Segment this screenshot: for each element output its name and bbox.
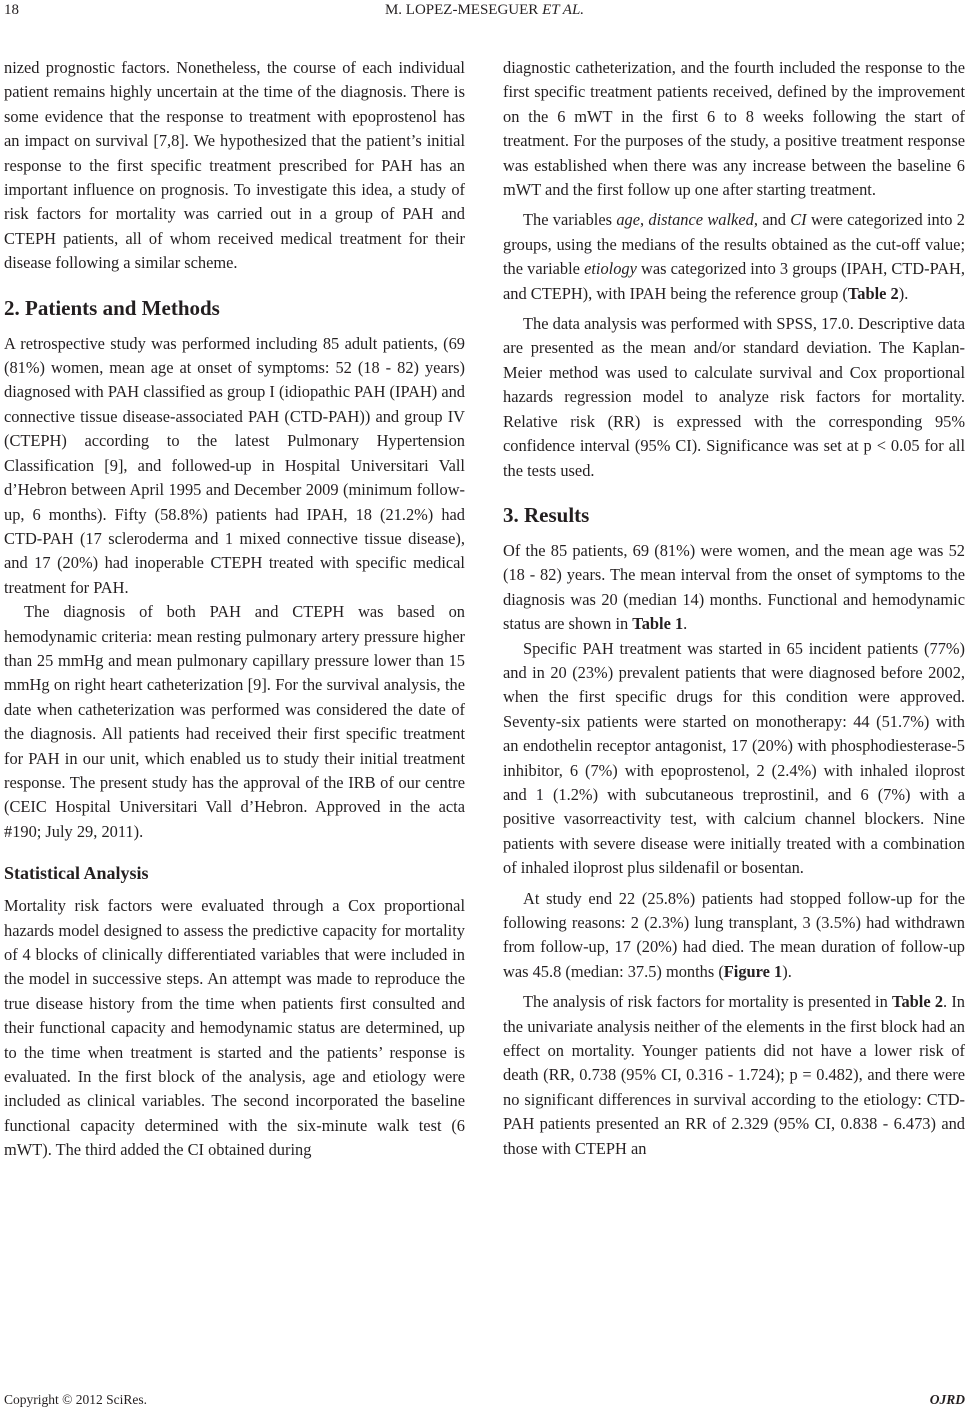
paragraph: diagnostic catheterization, and the fourth included the response to the first specific treatment patients received, defined by the improvement on the 6 mWT in the first 6 to 8 weeks following the start of treatment. For the purposes of the study, a positive treatment response was established when there was any increase between the baseline 6 mWT and the first follow up one after starting treatment. — [503, 58, 965, 200]
term-distance-walked: distance walked — [648, 210, 754, 230]
right-column — [503, 56, 965, 1161]
paragraph: The analysis of risk factors for mortality is presented in Table 2. In the univariate analysis neither of the elements in the first block had an effect on mortality. Younger patients did not have a lower risk of death (RR, 0.738 (95% CI, 0.316 - 1.724); p = 0.482), and there were no significant differences in survival according to the etiology: CTD-PAH patients presented an RR of 2.329 (95% CI, 0.838 - 6.473) and those with CTEPH an — [503, 992, 965, 1158]
paragraph: Mortality risk factors were evaluated through a Cox proportional hazards model designed to assess the predictive capacity for mortality of 4 blocks of clinically differentiated variables that were included in the model in successive steps. An attempt was made to reproduce the true disease history from the time when patients first consulted and their functional capacity and hemodynamic status are determined, up to the time when treatment is started and the patients’ response is evaluated. In the first block of the analysis, age and etiology were included as clinical variables. The second incorporated the baseline functional capacity determined with the six-minute walk test (6 mWT). The third added the CI obtained during — [4, 896, 465, 1160]
paragraph: The data analysis was performed with SPSS, 17.0. Descriptive data are presented as the mean and/or standard deviation. The Kaplan-Meier method was used to calculate survival and Cox proportional hazards regression model to analyze risk factors for mortality. Relative risk (RR) is expressed with the corresponding 95% confidence interval (95% CI). Significance was set at p < 0.05 for all the tests used. — [503, 314, 965, 480]
paragraph: Of the 85 patients, 69 (81%) were women, and the mean age was 52 (18 - 82) years. The mean interval from the onset of symptoms to the diagnosis was 20 (median 14) months. Functional and hemodynamic status are shown in Table 1. — [503, 540, 965, 634]
paragraph: A retrospective study was performed including 85 adult patients, (69 (81%) women, mean age at onset of symptoms: 52 (18 - 82) years) diagnosed with PAH classified as group I (idiopathic PAH (IPAH) and connective tissue disease-associated PAH (CTD-PAH)) and group IV (CTEPH) according to the latest Pulmonary Hypertension Classification [9], and followed-up in Hospital Universitari Vall d’Hebron between April 1995 and December 2009 (minimum follow-up, 6 months). Fifty (58.8%) patients had IPAH, 18 (21.2%) had CTD-PAH (17 scleroderma and 1 mixed connective tissue disease), and 17 (20%) had inoperable CTEPH treated with specific medical treatment for PAH. — [4, 333, 465, 597]
paragraph: At study end 22 (25.8%) patients had stopped follow-up for the following reasons: 2 (2.3%) lung transplant, 3 (3.5%) had withdrawn from follow-up, 17 (20%) had died. The mean duration of follow-up was 45.8 (median: 37.5) months (Figure 1). — [503, 888, 965, 981]
page-footer — [0, 1390, 969, 1412]
paragraph: Specific PAH treatment was started in 65 incident patients (77%) and in 20 (23%) prevalent patients that were diagnosed before 2002, when the first specific drugs for this condition were approved. Seventy-six patients were started on monotherapy: 44 (51.7%) with an endothelin receptor antagonist, 17 (20%) with phosphodiesterase-5 inhibitor, 6 (7%) with epoprostenol, 2 (2.4%) with inhaled iloprost and 1 (1.2%) with subcutaneous treprostinil, and 6 (7%) with a positive vasorreactivity test, with calcium channel blockers. Nine patients with severe disease were initially treated with a combination of inhaled iloprost plus sildenafil or bosentan. — [503, 638, 965, 878]
table-reference[interactable]: Table 1 — [632, 614, 684, 634]
page-header — [0, 0, 969, 24]
paragraph: The variables age, distance walked, and CI were categorized into 2 groups, using the medians of the results obtained as the cut-off value; the variable etiology was categorized into 3 groups (IPAH, CTD-PAH, and CTEPH), with IPAH being the reference group (Table 2). — [503, 210, 965, 303]
table-reference[interactable]: Table 2 — [847, 283, 899, 303]
table-reference[interactable]: Table 2 — [892, 992, 944, 1012]
term-age: age — [616, 210, 640, 230]
section-heading-results: 3. Results — [503, 502, 590, 527]
journal-abbrev: OJRD — [929, 1392, 965, 1407]
left-column — [4, 56, 465, 1163]
paragraph: The diagnosis of both PAH and CTEPH was based on hemodynamic criteria: mean resting pulmonary artery pressure higher than 25 mmHg and mean pulmonary capillary pressure lower than 15 mmHg on right heart catheterization [9]. For the survival analysis, the date when catheterization was performed was considered the date of the diagnosis. All patients had received their first specific treatment for PAH in our unit, which enabled us to study their initial treatment response. The present study has the approval of the IRB of our centre (CEIC Hospital Universitari Vall d’Hebron. Approved in the acta #190; July 29, 2011). — [4, 602, 465, 841]
running-head — [0, 0, 969, 20]
running-head-authors: M. LOPEZ-MESEGUER — [384, 2, 539, 18]
running-head-etal: ET AL. — [542, 2, 585, 18]
copyright-notice: Copyright © 2012 SciRes. — [4, 1392, 148, 1407]
page-number: 18 — [4, 2, 19, 18]
term-ci: CI — [790, 210, 807, 230]
term-etiology: etiology — [584, 259, 637, 279]
figure-reference[interactable]: Figure 1 — [723, 961, 783, 981]
subsection-heading-statistics: Statistical Analysis — [4, 863, 149, 884]
section-heading-methods: 2. Patients and Methods — [4, 295, 220, 320]
paragraph: nized prognostic factors. Nonetheless, the course of each individual patient remains highly uncertain at the time of the diagnosis. There is some evidence that the response to treatment with epoprostenol has an impact on survival [7,8]. We hypothesized that the patient’s initial response to the first specific treatment prescribed for PAH has an important influence on prognosis. To investigate this idea, a study of risk factors for mortality was carried out in a group of PAH and CTEPH patients, all of whom received medical treatment for their disease following a similar scheme. — [4, 58, 465, 273]
